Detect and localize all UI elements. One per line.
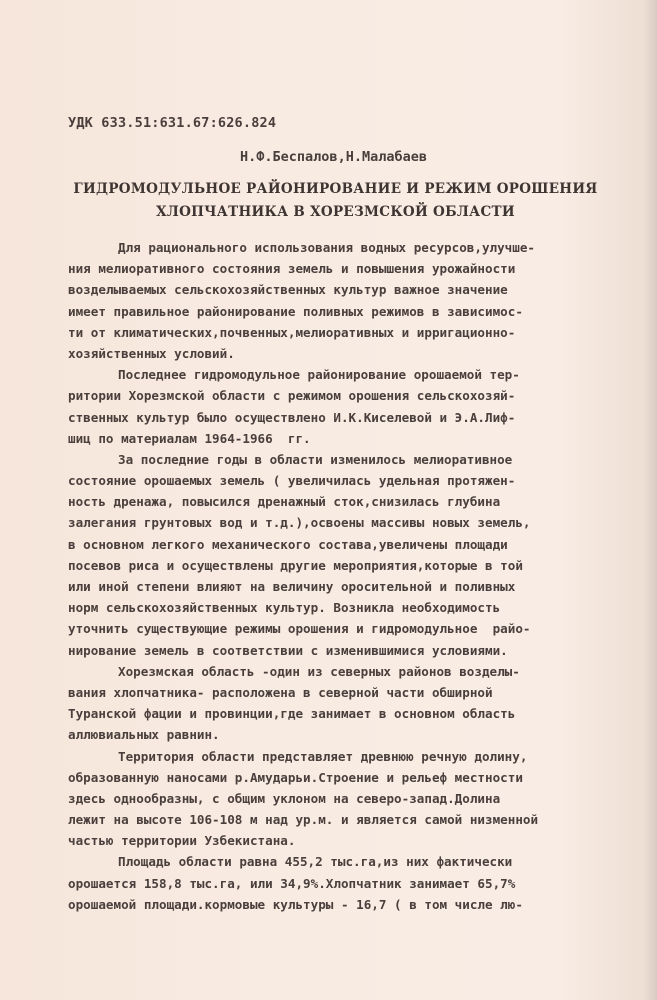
text-line: ти от климатических,почвенных,мелиоративных и ирригационно-: [68, 324, 516, 340]
text-line: образованную наносами р.Амударьи.Строение и рельеф местности: [68, 769, 523, 785]
text-line: в основном легкого механического состава,увеличены площади: [68, 536, 508, 552]
paragraph: [68, 237, 598, 364]
text-line: Площадь области равна 455,2 тыс.га,из них фактически: [118, 854, 513, 870]
text-line: состояние орошаемых земель ( увеличилась удельная протяжен-: [68, 473, 516, 489]
paragraph: [68, 364, 598, 449]
text-line: Для рационального использования водных ресурсов,улучше-: [118, 240, 536, 255]
text-line: За последние годы в области изменилось мелиоративное: [118, 451, 513, 467]
text-line: аллювиальных равнин.: [68, 727, 220, 743]
text-line: ритории Хорезмской области с режимом орошения сельскохозяй-: [68, 388, 516, 404]
text-line: ственных культур было осуществлено И.К.Киселевой и Э.А.Лиф-: [68, 409, 516, 425]
text-line: залегания грунтовых вод и т.д.),освоены массивы новых земель,: [68, 515, 531, 531]
text-line: здесь однообразны, с общим уклоном на северо-запад.Долина: [68, 790, 501, 806]
title-line: ГИДРОМОДУЛЬНОЕ РАЙОНИРОВАНИЕ И РЕЖИМ ОРОШЕНИЯ: [73, 181, 598, 197]
paragraph: [68, 746, 598, 852]
text-line: уточнить существующие режимы орошения и гидромодульное райо-: [68, 621, 531, 637]
text-line: возделываемых сельскохозяйственных культур важное значение: [68, 282, 508, 298]
text-line: орошается 158,8 тыс.га, или 34,9%.Хлопчатник занимает 65,7%: [68, 875, 516, 891]
udk-code: УДК 633.51:631.67:626.824: [68, 115, 277, 131]
text-line: Хорезмская область -один из северных районов возделы-: [118, 663, 520, 679]
text-line: или иной степени влияют на величину оросительной и поливных: [68, 579, 516, 594]
text-line: Туранской фации и провинции,где занимает в основном область: [68, 706, 516, 722]
paragraph: [68, 449, 598, 661]
text-line: частью территории Узбекистана.: [68, 833, 296, 849]
authors: Н.Ф.Беспалов,Н.Малабаев: [240, 149, 427, 165]
paragraph: [68, 661, 598, 746]
text-line: посевов риса и осуществлены другие мероприятия,которые в той: [68, 557, 523, 573]
text-line: орошаемой площади.кормовые культуры - 16,7 ( в том числе лю-: [68, 896, 523, 912]
paragraph: [68, 851, 598, 915]
text-line: Территория области представляет древнюю речную долину,: [118, 748, 528, 764]
text-line: нирование земель в соответствии с изменившимися условиями.: [68, 642, 508, 658]
text-line: норм сельскохозяйственных культур. Возникла необходимость: [68, 600, 501, 616]
text-line: имеет правильное районирование поливных режимов в зависимос-: [68, 303, 523, 319]
text-line: хозяйственных условий.: [68, 345, 235, 361]
text-line: ность дренажа, повысился дренажный сток,снизилась глубина: [68, 494, 501, 510]
text-line: ния мелиоративного состояния земель и повышения урожайности: [68, 261, 516, 277]
text-line: вания хлопчатника- расположена в северной части обширной: [68, 684, 493, 700]
text-line: Последнее гидромодульное районирование орошаемой тер-: [118, 367, 520, 383]
title-line: ХЛОПЧАТНИКА В ХОРЕЗМСКОЙ ОБЛАСТИ: [156, 204, 515, 220]
article-title: [0, 178, 657, 224]
text-line: лежит на высоте 106-108 м над ур.м. и является самой низменной: [68, 812, 539, 828]
article-body: [68, 237, 598, 915]
text-line: шиц по материалам 1964-1966 гг.: [68, 430, 311, 446]
